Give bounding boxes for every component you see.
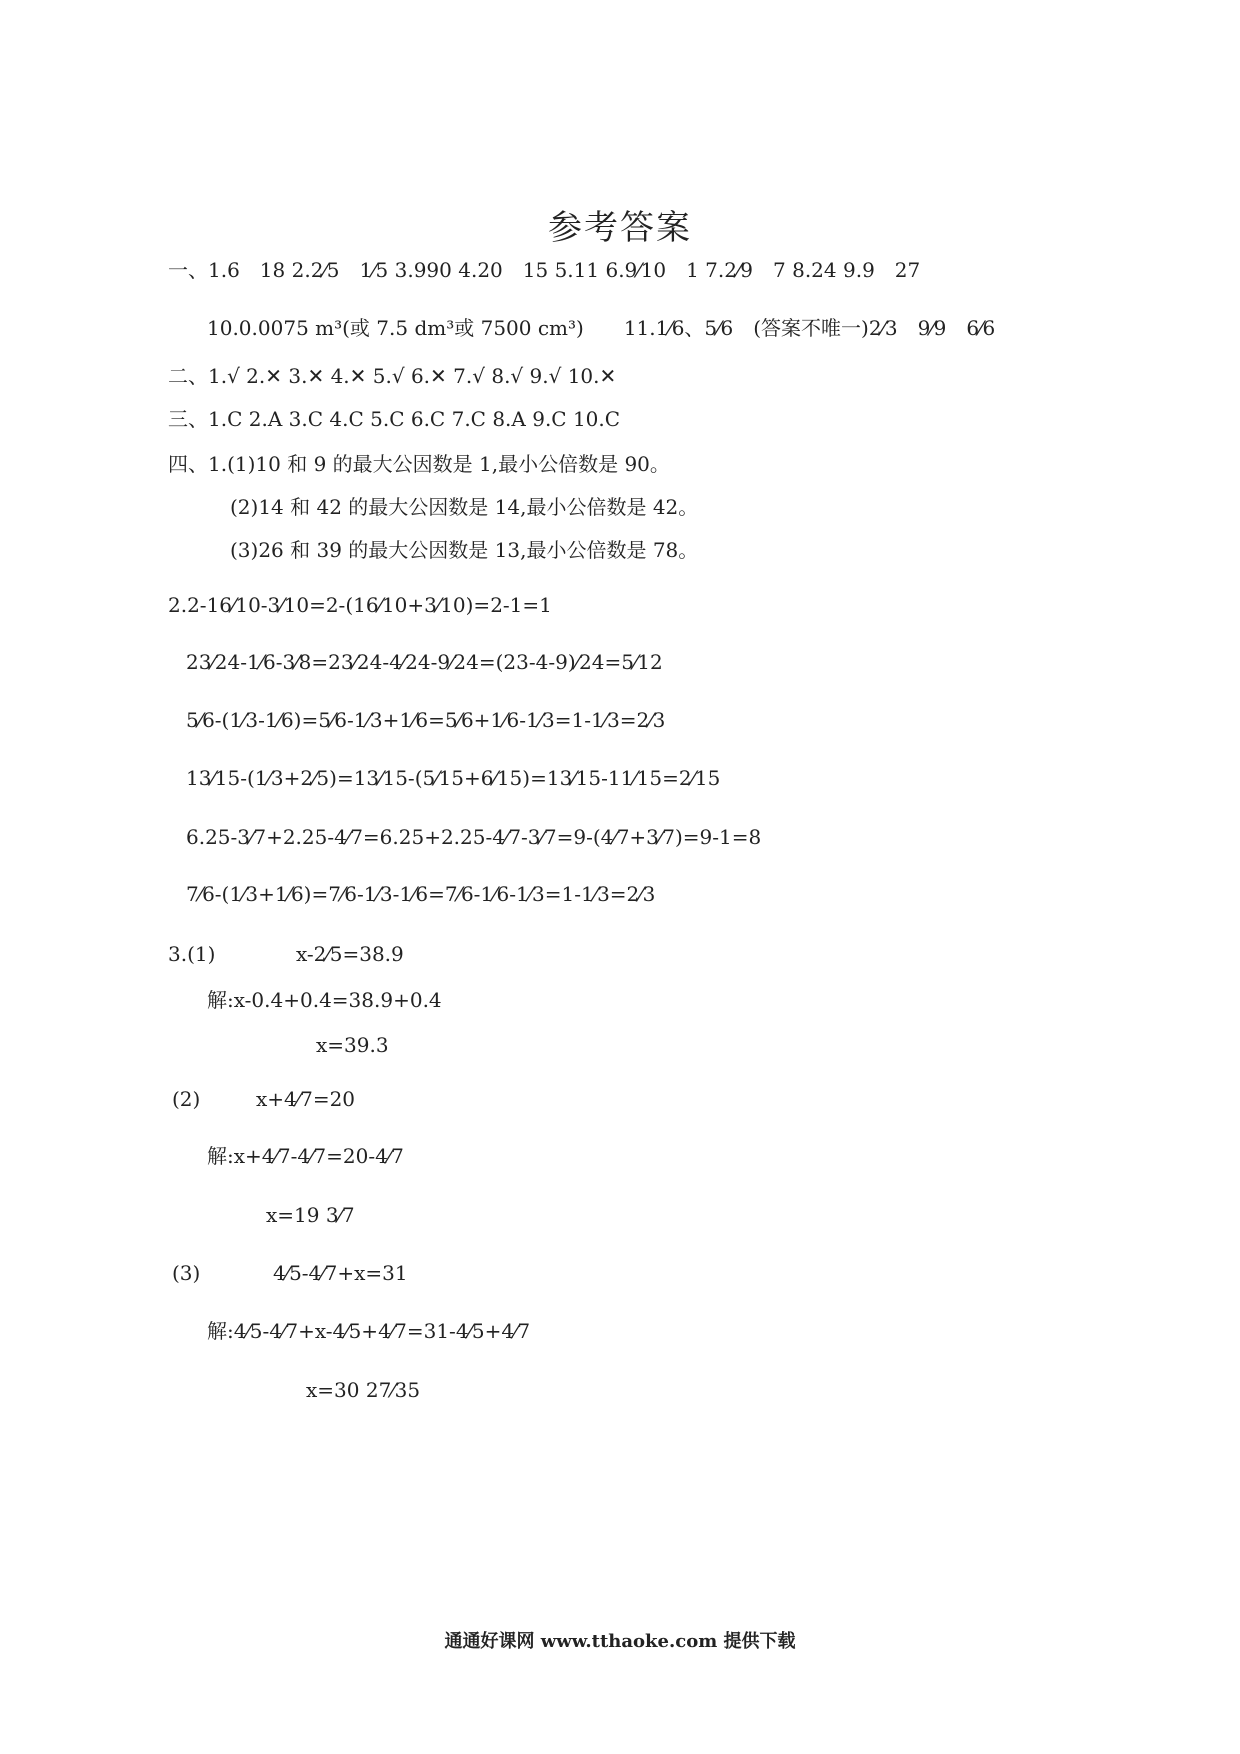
answer-section-4-q1-3: (3)26 和 39 的最大公因数是 13,最小公倍数是 78。 bbox=[230, 538, 699, 562]
eq-3-step: 解:4⁄5-4⁄7+x-4⁄5+4⁄7=31-4⁄5+4⁄7 bbox=[207, 1319, 531, 1343]
eq-2-result: x=19 3⁄7 bbox=[266, 1203, 355, 1227]
eq-3-label: (3) bbox=[172, 1261, 201, 1285]
answer-section-4-q1-2: (2)14 和 42 的最大公因数是 14,最小公倍数是 42。 bbox=[230, 495, 699, 519]
calc-2: 23⁄24-1⁄6-3⁄8=23⁄24-4⁄24-9⁄24=(23-4-9)⁄24=5⁄12 bbox=[186, 650, 663, 674]
eq-2-step: 解:x+4⁄7-4⁄7=20-4⁄7 bbox=[207, 1144, 404, 1168]
calc-3: 5⁄6-(1⁄3-1⁄6)=5⁄6-1⁄3+1⁄6=5⁄6+1⁄6-1⁄3=1-1⁄3=2⁄3 bbox=[186, 708, 666, 732]
answer-section-1-line-1: 一、1.6 18 2.2⁄5 1⁄5 3.990 4.20 15 5.11 6.9⁄10 1 7.2⁄9 7 8.24 9.9 27 bbox=[168, 258, 921, 282]
eq-3-result: x=30 27⁄35 bbox=[306, 1378, 421, 1402]
answer-section-2: 二、1.√ 2.✕ 3.✕ 4.✕ 5.√ 6.✕ 7.√ 8.√ 9.√ 10.✕ bbox=[168, 364, 617, 388]
eq-1-label: 3.(1) bbox=[168, 942, 216, 966]
eq-3: 4⁄5-4⁄7+x=31 bbox=[273, 1261, 408, 1285]
eq-2: x+4⁄7=20 bbox=[256, 1087, 356, 1111]
page-title: 参考答案 bbox=[548, 208, 692, 248]
answer-section-3: 三、1.C 2.A 3.C 4.C 5.C 6.C 7.C 8.A 9.C 10.C bbox=[168, 407, 621, 431]
calc-6: 7⁄6-(1⁄3+1⁄6)=7⁄6-1⁄3-1⁄6=7⁄6-1⁄6-1⁄3=1-1⁄3=2⁄3 bbox=[186, 882, 656, 906]
eq-1-step: 解:x-0.4+0.4=38.9+0.4 bbox=[207, 988, 442, 1012]
answer-section-1-line-2: 10.0.0075 m³(或 7.5 dm³或 7500 cm³) 11.1⁄6、5⁄6 (答案不唯一)2⁄3 9⁄9 6⁄6 bbox=[207, 316, 996, 340]
eq-2-label: (2) bbox=[172, 1087, 201, 1111]
calc-5: 6.25-3⁄7+2.25-4⁄7=6.25+2.25-4⁄7-3⁄7=9-(4⁄7+3⁄7)=9-1=8 bbox=[186, 825, 762, 849]
calc-1: 2.2-16⁄10-3⁄10=2-(16⁄10+3⁄10)=2-1=1 bbox=[168, 593, 552, 617]
calc-4: 13⁄15-(1⁄3+2⁄5)=13⁄15-(5⁄15+6⁄15)=13⁄15-11⁄15=2⁄15 bbox=[186, 766, 721, 790]
footer-credit: 通通好课网 www.tthaoke.com 提供下载 bbox=[444, 1631, 796, 1652]
eq-1: x-2⁄5=38.9 bbox=[296, 942, 404, 966]
eq-1-result: x=39.3 bbox=[316, 1033, 389, 1057]
answer-section-4-q1-1: 四、1.(1)10 和 9 的最大公因数是 1,最小公倍数是 90。 bbox=[168, 452, 670, 476]
